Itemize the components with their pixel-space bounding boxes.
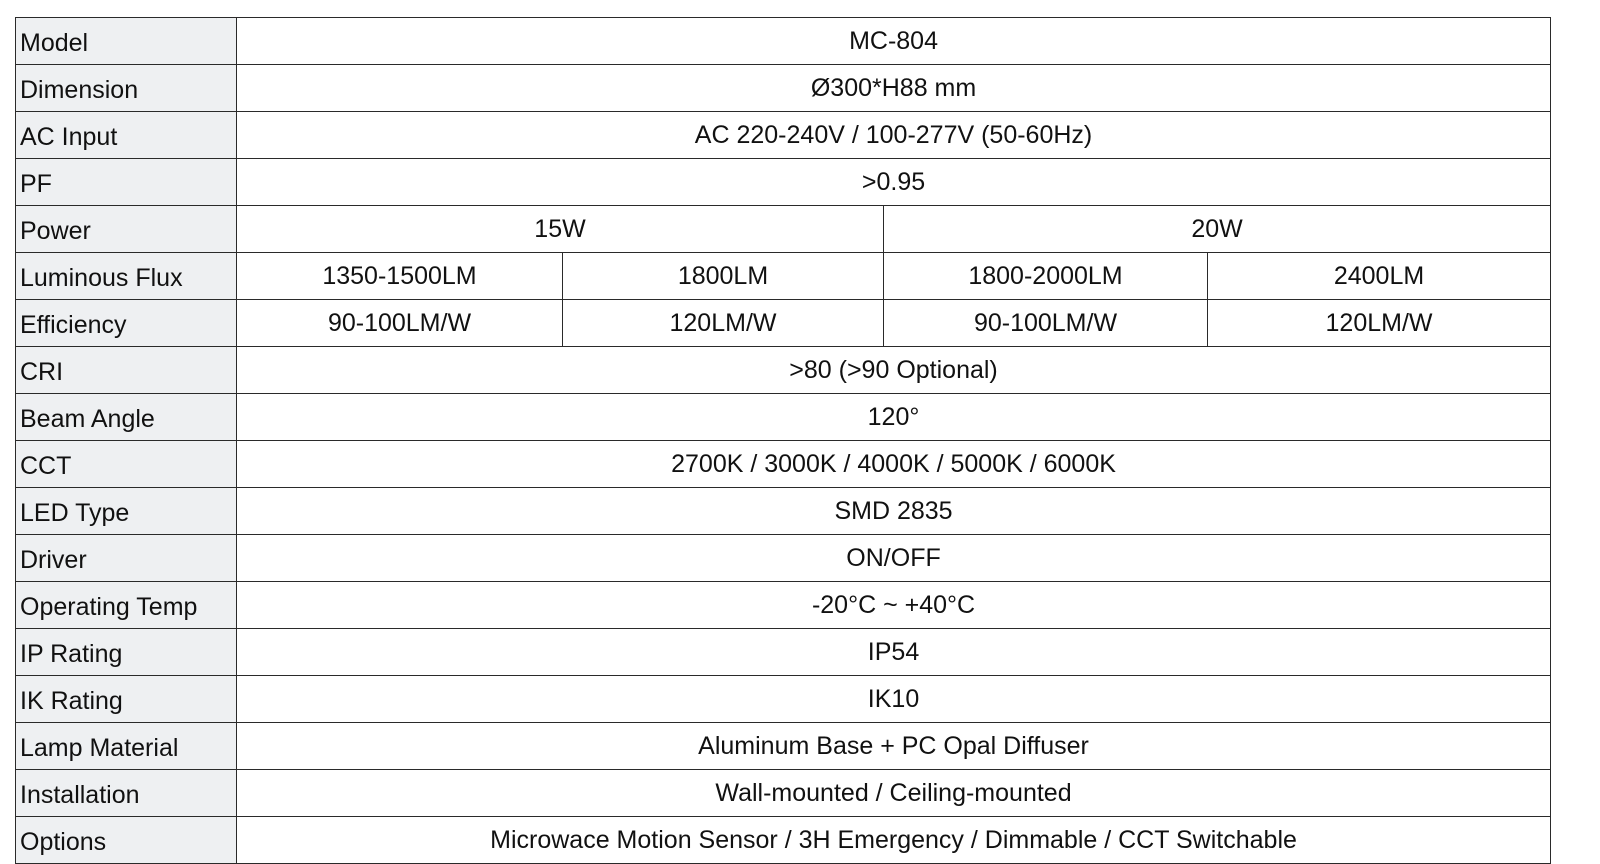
- row-value-cri: >80 (>90 Optional): [237, 347, 1551, 394]
- row-label-led-type: LED Type: [16, 488, 237, 535]
- table-row-ip-rating: [16, 629, 1551, 676]
- row-label-beam-angle: Beam Angle: [16, 394, 237, 441]
- row-label-driver: Driver: [16, 535, 237, 582]
- table-row-cct: [16, 441, 1551, 488]
- row-value-ik-rating: IK10: [237, 676, 1551, 723]
- table-row-ik-rating: [16, 676, 1551, 723]
- table-row-ac-input: [16, 112, 1551, 159]
- table-row-led-type: [16, 488, 1551, 535]
- row-value-beam-angle: 120°: [237, 394, 1551, 441]
- table-row-options: [16, 817, 1551, 864]
- row-value-efficiency-2: 120LM/W: [563, 300, 884, 347]
- table-row-operating-temp: [16, 582, 1551, 629]
- row-value-operating-temp: -20°C ~ +40°C: [237, 582, 1551, 629]
- row-label-pf: PF: [16, 159, 237, 206]
- row-label-power: Power: [16, 206, 237, 253]
- row-value-luminous-flux-4: 2400LM: [1208, 253, 1551, 300]
- table-row-luminous-flux: [16, 253, 1551, 300]
- row-label-lamp-material: Lamp Material: [16, 723, 237, 770]
- table-row-pf: [16, 159, 1551, 206]
- table-row-efficiency: [16, 300, 1551, 347]
- table-row-lamp-material: [16, 723, 1551, 770]
- row-value-luminous-flux-1: 1350-1500LM: [237, 253, 563, 300]
- row-value-luminous-flux-2: 1800LM: [563, 253, 884, 300]
- table-row-installation: [16, 770, 1551, 817]
- row-value-lamp-material: Aluminum Base + PC Opal Diffuser: [237, 723, 1551, 770]
- row-value-dimension: Ø300*H88 mm: [237, 65, 1551, 112]
- row-label-cct: CCT: [16, 441, 237, 488]
- row-value-ip-rating: IP54: [237, 629, 1551, 676]
- row-value-ac-input: AC 220-240V / 100-277V (50-60Hz): [237, 112, 1551, 159]
- row-label-ip-rating: IP Rating: [16, 629, 237, 676]
- row-value-efficiency-3: 90-100LM/W: [884, 300, 1208, 347]
- table-row-driver: [16, 535, 1551, 582]
- row-value-driver: ON/OFF: [237, 535, 1551, 582]
- table-row-power: [16, 206, 1551, 253]
- row-label-installation: Installation: [16, 770, 237, 817]
- table-row-cri: [16, 347, 1551, 394]
- table-row-dimension: [16, 65, 1551, 112]
- row-label-ac-input: AC Input: [16, 112, 237, 159]
- row-label-operating-temp: Operating Temp: [16, 582, 237, 629]
- row-value-efficiency-1: 90-100LM/W: [237, 300, 563, 347]
- row-label-model: Model: [16, 18, 237, 65]
- row-label-efficiency: Efficiency: [16, 300, 237, 347]
- row-value-installation: Wall-mounted / Ceiling-mounted: [237, 770, 1551, 817]
- row-value-options: Microwace Motion Sensor / 3H Emergency / Dimmable / CCT Switchable: [237, 817, 1551, 864]
- table-row-model: [16, 18, 1551, 65]
- row-label-options: Options: [16, 817, 237, 864]
- row-value-power-15w: 15W: [237, 206, 884, 253]
- row-value-model: MC-804: [237, 18, 1551, 65]
- row-label-dimension: Dimension: [16, 65, 237, 112]
- row-value-efficiency-4: 120LM/W: [1208, 300, 1551, 347]
- row-value-luminous-flux-3: 1800-2000LM: [884, 253, 1208, 300]
- row-value-led-type: SMD 2835: [237, 488, 1551, 535]
- row-label-cri: CRI: [16, 347, 237, 394]
- row-value-pf: >0.95: [237, 159, 1551, 206]
- row-value-cct: 2700K / 3000K / 4000K / 5000K / 6000K: [237, 441, 1551, 488]
- spec-table: [15, 17, 1551, 864]
- row-value-power-20w: 20W: [884, 206, 1551, 253]
- row-label-luminous-flux: Luminous Flux: [16, 253, 237, 300]
- table-row-beam-angle: [16, 394, 1551, 441]
- row-label-ik-rating: IK Rating: [16, 676, 237, 723]
